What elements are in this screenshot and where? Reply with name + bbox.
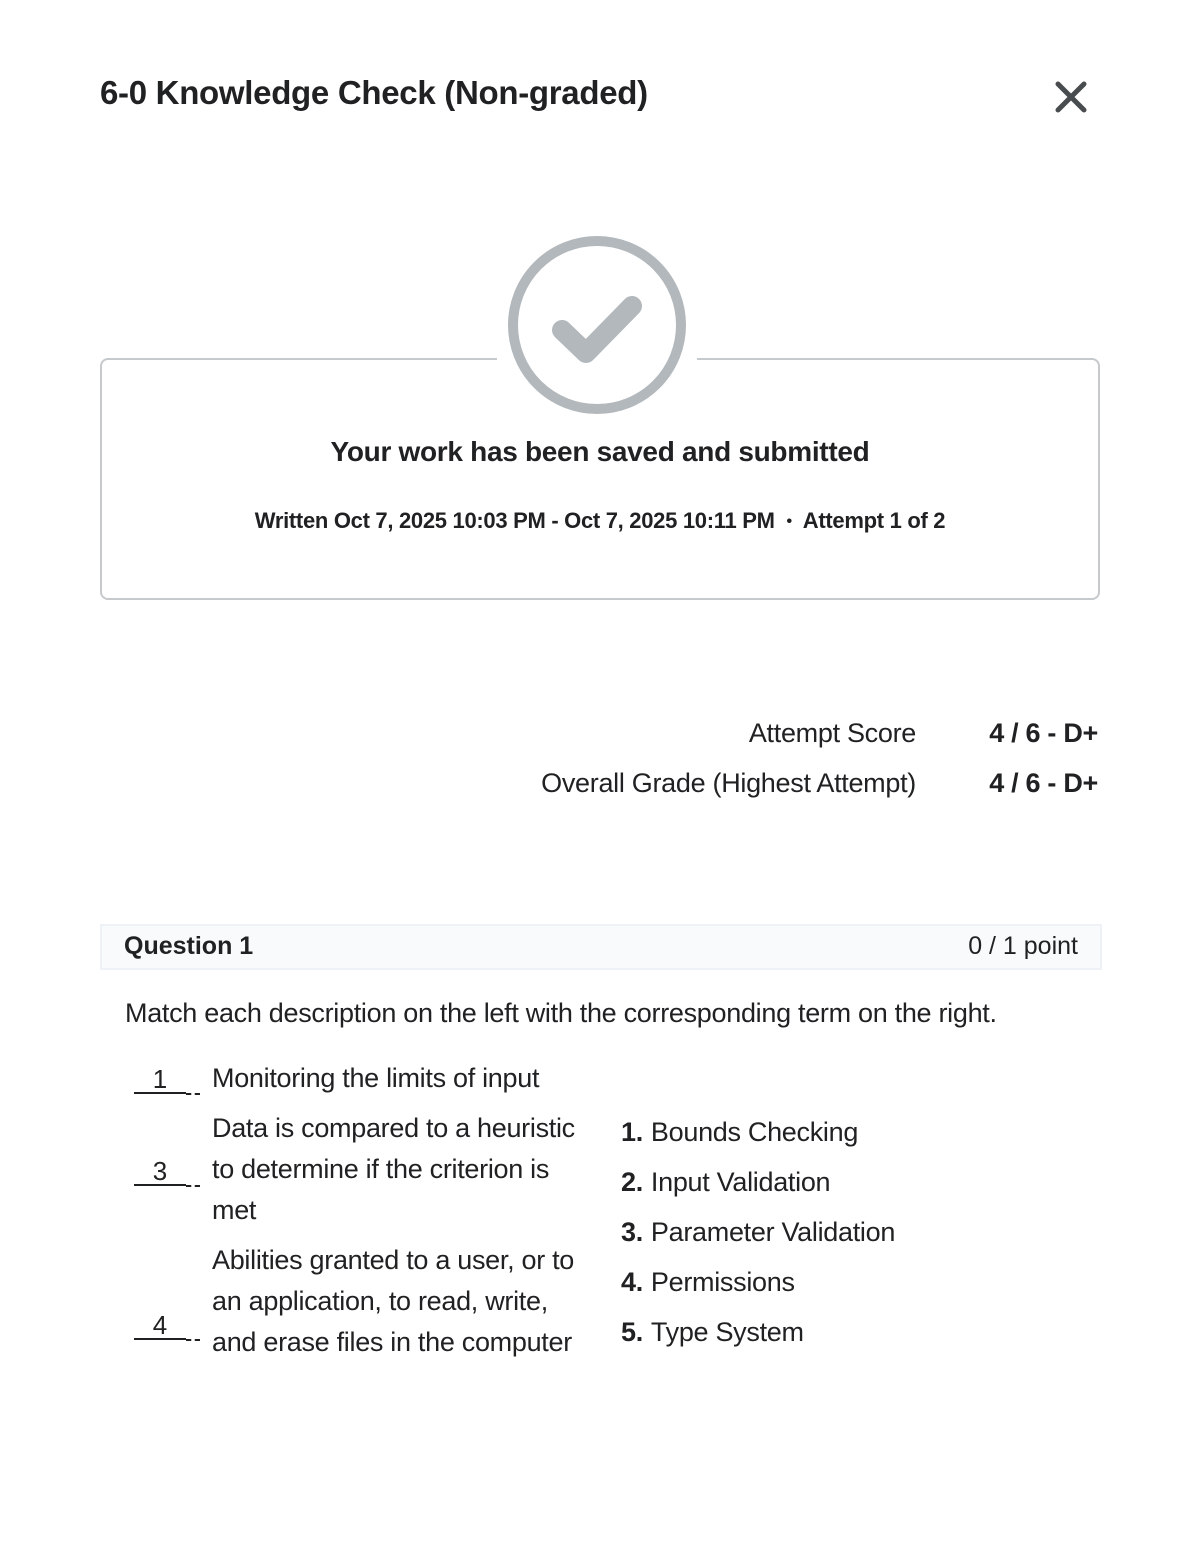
close-icon [1048, 74, 1094, 120]
question-header [100, 924, 1102, 970]
match-answer: 1 [134, 1064, 204, 1095]
separator-dot: • [786, 513, 792, 530]
close-button[interactable] [1048, 74, 1094, 120]
term-item: 5. Type System [621, 1317, 804, 1347]
question-prompt: Match each description on the left with the corresponding term on the right. [125, 998, 997, 1028]
attempt-count: Attempt 1 of 2 [802, 508, 946, 533]
match-answer: 3 [134, 1156, 204, 1187]
attempt-score-label: Attempt Score [748, 718, 916, 748]
question-title: Question 1 [124, 932, 254, 960]
match-description: Monitoring the limits of input [212, 1063, 540, 1093]
dialog-title: 6-0 Knowledge Check (Non-graded) [100, 74, 648, 111]
terms-list [621, 1112, 895, 1362]
match-description: Abilities granted to a user, or to an application, to read, write, and erase files in the computer [212, 1245, 575, 1357]
overall-grade-row [400, 768, 1100, 804]
term-item: 2. Input Validation [621, 1167, 831, 1197]
match-answer: 4 [134, 1310, 204, 1341]
checkmark-circle-icon [497, 230, 697, 420]
match-item [134, 1240, 594, 1406]
submission-meta [100, 508, 1100, 534]
overall-grade-label: Overall Grade (Highest Attempt) [541, 768, 916, 798]
overall-grade-value: 4 / 6 - D+ [989, 768, 1098, 798]
match-item [134, 1058, 594, 1100]
written-timestamp: Written Oct 7, 2025 10:03 PM - Oct 7, 2025 10:11 PM [254, 508, 775, 533]
submission-message: Your work has been saved and submitted [330, 436, 870, 467]
question-points: 0 / 1 point [968, 932, 1078, 960]
match-item [134, 1108, 594, 1232]
term-item: 4. Permissions [621, 1267, 795, 1297]
term-item: 3. Parameter Validation [621, 1217, 896, 1247]
term-item: 1. Bounds Checking [621, 1117, 859, 1147]
attempt-score-row [400, 718, 1100, 754]
match-description: Data is compared to a heuristic to determine if the criterion is met [212, 1113, 575, 1225]
attempt-score-value: 4 / 6 - D+ [989, 718, 1098, 748]
